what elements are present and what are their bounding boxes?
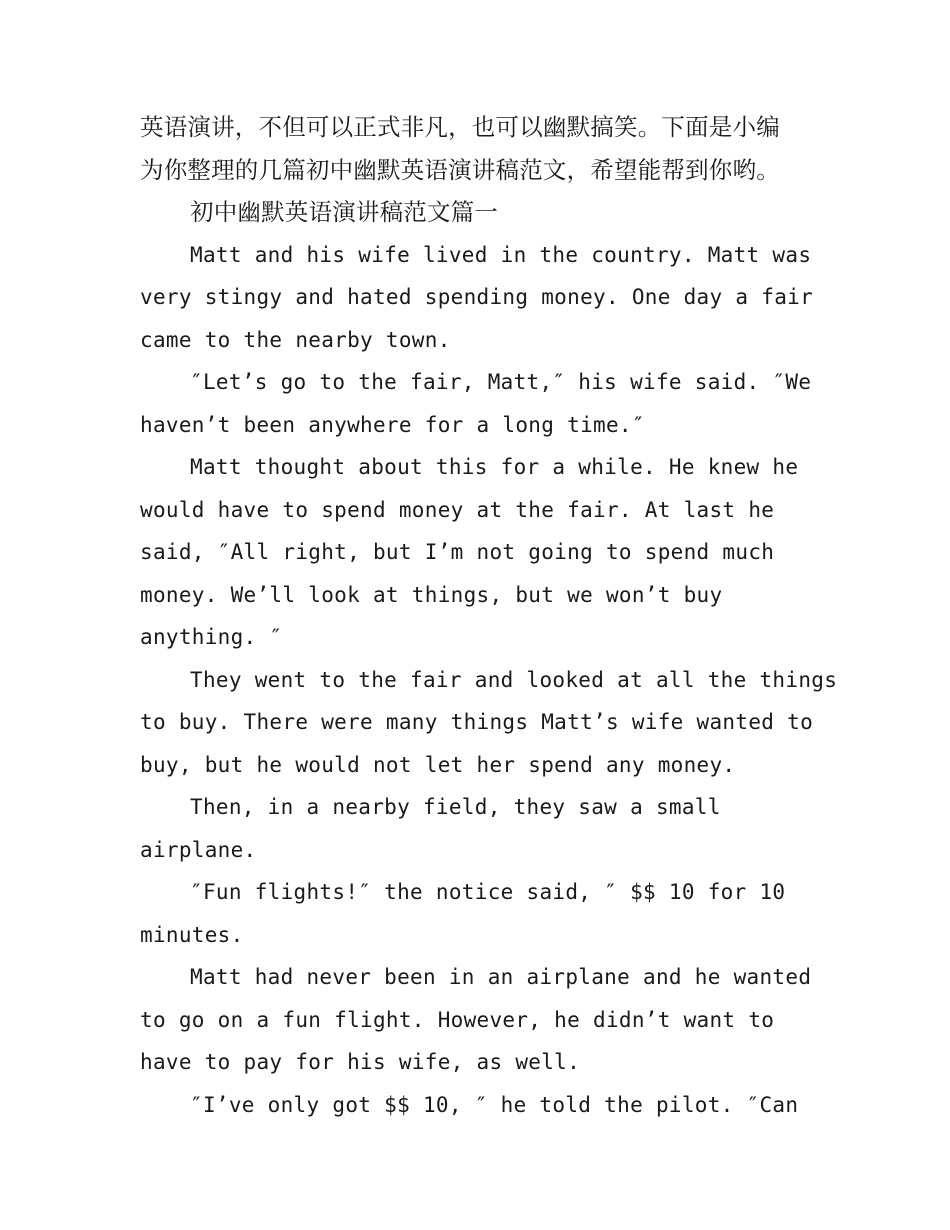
text-line: airplane. bbox=[140, 837, 257, 862]
document-body bbox=[140, 106, 838, 1126]
text-line: money. We’ll look at things, but we won’t buy bbox=[140, 582, 723, 607]
text-line: to go on a fun flight. However, he didn’t want to bbox=[140, 1007, 775, 1032]
text-line: very stingy and hated spending money. One day a fair bbox=[140, 285, 814, 309]
text-line: They went to the fair and looked at all the things bbox=[190, 667, 838, 692]
text-line: would have to spend money at the fair. At last he bbox=[140, 497, 775, 522]
intro-line: 英语演讲，不但可以正式非凡，也可以幽默搞笑。下面是小编 bbox=[140, 113, 780, 141]
intro-line: 为你整理的几篇初中幽默英语演讲稿范文，希望能帮到你哟。 bbox=[140, 155, 780, 184]
text-line: Then, in a nearby field, they saw a small bbox=[190, 795, 721, 819]
text-line: buy, but he would not let her spend any money. bbox=[140, 752, 736, 777]
text-line: Matt had never been in an airplane and he wanted bbox=[190, 965, 812, 989]
text-line: to buy. There were many things Matt’s wife wanted to bbox=[140, 710, 814, 734]
text-line: have to pay for his wife, as well. bbox=[140, 1050, 581, 1074]
text-line: ″Fun flights!″ the notice said, ″ $$ 10 for 10 bbox=[190, 880, 786, 904]
text-line: anything. ″ bbox=[140, 625, 283, 649]
text-line: ″I’ve only got $$ 10, ″ he told the pilot. ″Can bbox=[190, 1092, 799, 1117]
text-line: Matt and his wife lived in the country. Matt was bbox=[190, 242, 812, 267]
text-line: haven’t been anywhere for a long time.″ bbox=[140, 412, 645, 437]
text-line: ″Let’s go to the fair, Matt,″ his wife said. ″We bbox=[190, 370, 812, 394]
text-line: Matt thought about this for a while. He knew he bbox=[190, 455, 799, 479]
text-line: minutes. bbox=[140, 922, 244, 947]
section-heading: 初中幽默英语演讲稿范文篇一 bbox=[190, 198, 499, 226]
text-line: said, ″All right, but I’m not going to spend much bbox=[140, 540, 775, 564]
text-line: came to the nearby town. bbox=[140, 327, 451, 352]
